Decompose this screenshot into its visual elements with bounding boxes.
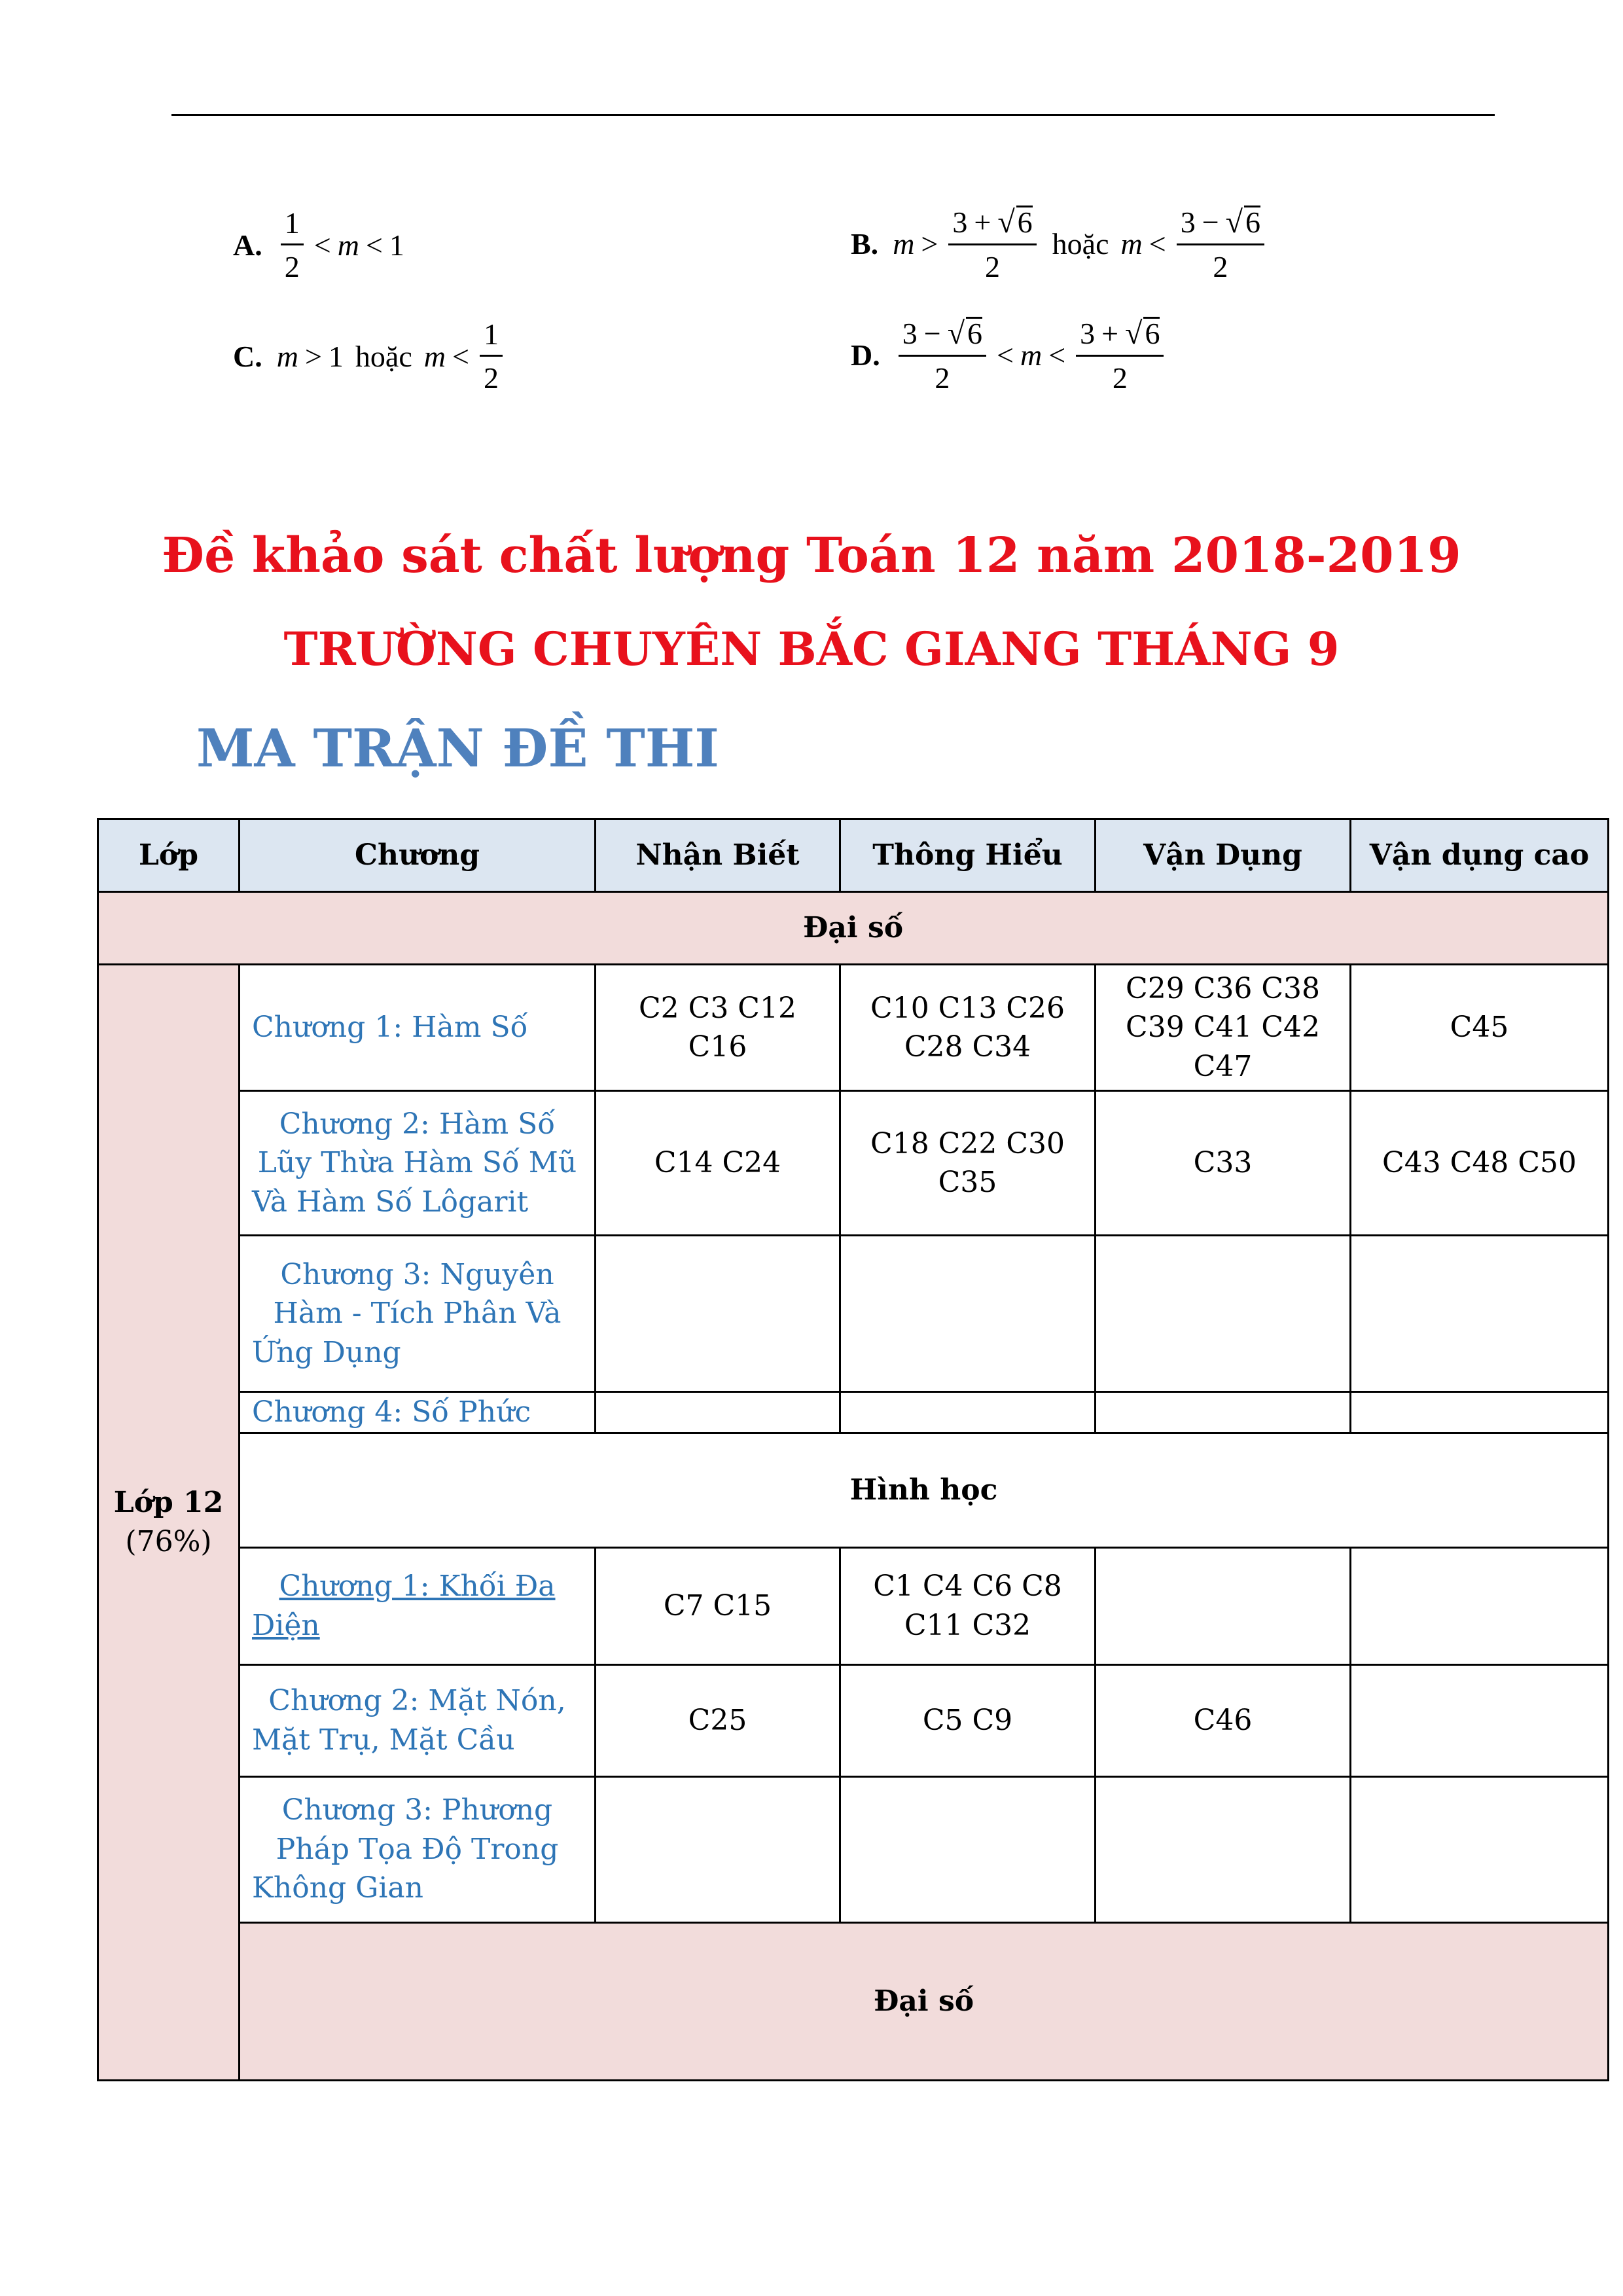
comprehension-cell: C10 C13 C26 C28 C34 bbox=[840, 965, 1096, 1091]
section-algebra: Đại số bbox=[98, 892, 1609, 965]
recognition-cell: C25 bbox=[596, 1664, 840, 1776]
sqrt-symbol: √ bbox=[1125, 316, 1143, 351]
option-d-label: D. bbox=[851, 338, 880, 372]
numerator: 3 + √6 bbox=[1076, 317, 1164, 357]
variable: m bbox=[893, 227, 915, 260]
option-a-label: A. bbox=[233, 228, 262, 262]
table-row bbox=[98, 1776, 1609, 1922]
table-row bbox=[98, 1392, 1609, 1433]
fraction bbox=[1177, 206, 1264, 282]
header-class: Lớp bbox=[98, 819, 240, 892]
option-b-label: B. bbox=[851, 227, 879, 260]
header-application: Vận Dụng bbox=[1096, 819, 1351, 892]
table-row bbox=[98, 1547, 1609, 1664]
numerator: 1 bbox=[281, 208, 304, 245]
numerator: 3 − √6 bbox=[899, 317, 986, 357]
operator: < bbox=[997, 338, 1014, 372]
denominator: 2 bbox=[1112, 361, 1128, 395]
fraction bbox=[948, 206, 1036, 282]
high-application-cell bbox=[1351, 1392, 1609, 1433]
operator: > bbox=[921, 227, 938, 260]
value: 1 bbox=[389, 228, 404, 262]
school-title: TRƯỜNG CHUYÊN BẮC GIANG THÁNG 9 bbox=[283, 622, 1340, 676]
or-word: hoặc bbox=[1052, 227, 1109, 260]
matrix-heading: MA TRẬN ĐỀ THI bbox=[196, 717, 719, 779]
comprehension-cell: C5 C9 bbox=[840, 1664, 1096, 1776]
operator: < bbox=[313, 228, 331, 262]
application-cell bbox=[1096, 1547, 1351, 1664]
grade-name: Lớp 12 bbox=[113, 1486, 224, 1520]
top-rule bbox=[171, 114, 1495, 116]
denominator: 2 bbox=[985, 250, 1001, 283]
section-row bbox=[98, 1433, 1609, 1547]
fraction bbox=[1076, 317, 1164, 393]
chapter-link: Chương 1: Khối Đa Diện bbox=[252, 1570, 556, 1642]
numerator: 3 + √6 bbox=[948, 206, 1036, 245]
variable: m bbox=[1020, 338, 1043, 372]
variable: m bbox=[337, 228, 359, 262]
section-geometry: Hình học bbox=[240, 1433, 1609, 1547]
comprehension-cell bbox=[840, 1392, 1096, 1433]
or-word: hoặc bbox=[355, 340, 412, 373]
chapter-cell: Chương 2: Mặt Nón, Mặt Trụ, Mặt Cầu bbox=[240, 1664, 596, 1776]
fraction bbox=[480, 319, 503, 393]
section-row bbox=[98, 892, 1609, 965]
option-c-label: C. bbox=[233, 340, 262, 373]
recognition-cell bbox=[596, 1392, 840, 1433]
sqrt-symbol: √ bbox=[1225, 205, 1243, 240]
recognition-cell: C7 C15 bbox=[596, 1547, 840, 1664]
chapter-cell: Chương 3: Phương Pháp Tọa Độ Trong Không Gian bbox=[240, 1776, 596, 1922]
high-application-cell bbox=[1351, 1547, 1609, 1664]
recognition-cell: C14 C24 bbox=[596, 1091, 840, 1236]
denominator: 2 bbox=[935, 361, 950, 395]
header-high-application: Vận dụng cao bbox=[1351, 819, 1609, 892]
chapter-cell: Chương 3: Nguyên Hàm - Tích Phân Và Ứng Dụng bbox=[240, 1236, 596, 1392]
high-application-cell bbox=[1351, 1664, 1609, 1776]
high-application-cell: C43 C48 C50 bbox=[1351, 1091, 1609, 1236]
option-c[interactable] bbox=[233, 319, 507, 393]
grade-cell bbox=[98, 965, 240, 2081]
recognition-cell: C2 C3 C12 C16 bbox=[596, 965, 840, 1091]
application-cell bbox=[1096, 1776, 1351, 1922]
chapter-cell bbox=[240, 1547, 596, 1664]
high-application-cell bbox=[1351, 1776, 1609, 1922]
section-algebra-bottom: Đại số bbox=[240, 1922, 1609, 2080]
table-header-row bbox=[98, 819, 1609, 892]
variable: m bbox=[423, 340, 446, 373]
exam-title: Đề khảo sát chất lượng Toán 12 năm 2018-2019 bbox=[162, 528, 1461, 584]
chapter-cell: Chương 1: Hàm Số bbox=[240, 965, 596, 1091]
denominator: 2 bbox=[1213, 250, 1228, 283]
numerator: 1 bbox=[480, 319, 503, 357]
recognition-cell bbox=[596, 1236, 840, 1392]
numerator: 3 − √6 bbox=[1177, 206, 1264, 245]
header-chapter: Chương bbox=[240, 819, 596, 892]
sqrt-symbol: √ bbox=[947, 316, 965, 351]
variable: m bbox=[276, 340, 298, 373]
application-cell: C29 C36 C38 C39 C41 C42 C47 bbox=[1096, 965, 1351, 1091]
operator: < bbox=[1048, 338, 1066, 372]
header-recognition: Nhận Biết bbox=[596, 819, 840, 892]
operator: < bbox=[365, 228, 383, 262]
fraction bbox=[281, 208, 304, 282]
value: 1 bbox=[328, 340, 344, 373]
table-row bbox=[98, 965, 1609, 1091]
option-d[interactable] bbox=[851, 317, 1168, 393]
denominator: 2 bbox=[284, 250, 300, 283]
application-cell bbox=[1096, 1392, 1351, 1433]
operator: < bbox=[452, 340, 469, 373]
comprehension-cell bbox=[840, 1776, 1096, 1922]
application-cell: C33 bbox=[1096, 1091, 1351, 1236]
application-cell: C46 bbox=[1096, 1664, 1351, 1776]
fraction bbox=[899, 317, 986, 393]
table-row bbox=[98, 1664, 1609, 1776]
recognition-cell bbox=[596, 1776, 840, 1922]
sqrt-symbol: √ bbox=[997, 205, 1015, 240]
operator: > bbox=[304, 340, 322, 373]
chapter-cell: Chương 4: Số Phức bbox=[240, 1392, 596, 1433]
section-row bbox=[98, 1922, 1609, 2080]
variable: m bbox=[1120, 227, 1143, 260]
application-cell bbox=[1096, 1236, 1351, 1392]
grade-percent: (76%) bbox=[125, 1524, 212, 1558]
table-row bbox=[98, 1091, 1609, 1236]
exam-matrix-table bbox=[97, 818, 1609, 2081]
table-row bbox=[98, 1236, 1609, 1392]
header-comprehension: Thông Hiểu bbox=[840, 819, 1096, 892]
comprehension-cell: C1 C4 C6 C8 C11 C32 bbox=[840, 1547, 1096, 1664]
denominator: 2 bbox=[483, 361, 499, 395]
comprehension-cell bbox=[840, 1236, 1096, 1392]
operator: < bbox=[1149, 227, 1166, 260]
high-application-cell bbox=[1351, 1236, 1609, 1392]
comprehension-cell: C18 C22 C30 C35 bbox=[840, 1091, 1096, 1236]
chapter-cell: Chương 2: Hàm Số Lũy Thừa Hàm Số Mũ Và Hàm Số Lôgarit bbox=[240, 1091, 596, 1236]
option-a[interactable] bbox=[233, 208, 404, 282]
high-application-cell: C45 bbox=[1351, 965, 1609, 1091]
option-b[interactable] bbox=[851, 206, 1268, 282]
